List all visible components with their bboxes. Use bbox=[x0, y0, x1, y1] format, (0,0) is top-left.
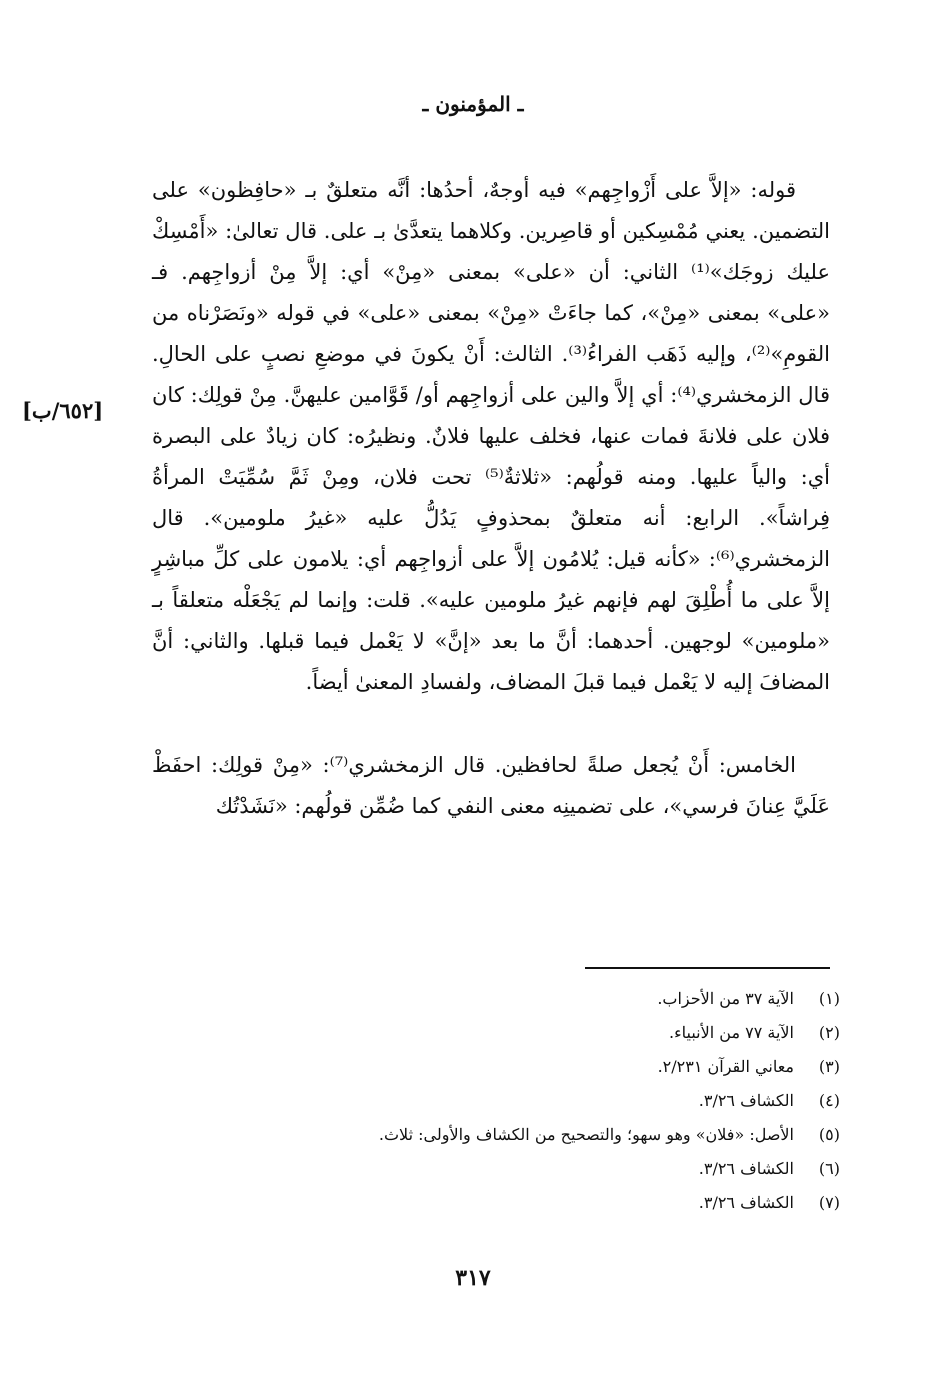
footnote-item bbox=[150, 982, 840, 1016]
footnote-text: الكشاف ٣/٢٦. bbox=[698, 1091, 794, 1110]
paragraph-2: الخامس: أَنْ يُجعل صلةً لحافظين. قال الزمخشري⁽⁷⁾: «مِنْ قولِك: احفَظْ عَلَيَّ عِنانَ فرسي»، على تضمينِه معنى النفي كما ضُمِّن قولُهم: «نَشَدْتُك bbox=[152, 753, 830, 818]
main-text bbox=[152, 170, 830, 827]
footnote-text: الكشاف ٣/٢٦. bbox=[698, 1159, 794, 1178]
footnote-item bbox=[150, 1050, 840, 1084]
footnote-item bbox=[150, 1186, 840, 1220]
footnote-item bbox=[150, 1016, 840, 1050]
footnote-number: (٥) bbox=[818, 1125, 840, 1144]
footnote-number: (٦) bbox=[818, 1159, 840, 1178]
footnote-number: (٤) bbox=[818, 1091, 840, 1110]
footnote-text: الآية ٣٧ من الأحزاب. bbox=[657, 989, 794, 1008]
page-number: ٣١٧ bbox=[455, 1265, 491, 1291]
manuscript-folio-reference: [٦٥٢/ب] bbox=[22, 398, 104, 423]
paragraph-1: قوله: «إلاَّ على أَزْواجِهم» فيه أوجهٌ، أحدُها: أنَّه متعلقٌ بـ «حافِظون» على التضمين. يعني مُمْسِكين أو قاصِرين. وكلاهما يتعدَّىٰ بـ على. قال تعالىٰ: «أَمْسِكْ عليك زوجَك»⁽¹⁾ الثاني: أن «على» بمعنى «مِنْ» أي: إلاَّ مِنْ أزواجِهم. فـ «على» بمعنى «مِنْ»، كما جاءَتْ «مِنْ» بمعنى «على» في قوله «ونَصَرْناه من القومِ»⁽²⁾، وإليه ذَهَب الفراءُ⁽³⁾. الثالث: أَنْ يكونَ في موضعِ نصبٍ على الحالِ. قال الزمخشري⁽⁴⁾: أي إلاَّ والين على أزواجِهم أو/ قَوَّامين عليهنَّ. مِنْ قولِك: كان فلان على فلانةَ فمات عنها، فخلف عليها فلانٌ. ونظيرُه: كان زيادٌ على البصرة أي: والياً عليها. ومنه قولُهم: «ثلاثةٌ⁽⁵⁾ تحت فلان، ومِنْ ثَمَّ سُمِّيَتْ المرأةُ فِراشاً». الرابع: أنه متعلقٌ بمحذوفٍ يَدُلُّ عليه «غيرُ ملومين». قال الزمخشري⁽⁶⁾: «كأنه قيل: يُلامُون إلاَّ على أزواجِهم أي: يلامون على كلِّ مباشِرٍ إلاَّ على ما أُطْلِقَ لهم فإنهم غيرُ ملومين عليه». قلت: وإنما لم يَجْعَلْه متعلقاً بـ «ملومين» لوجهين. أحدهما: أنَّ ما بعد «إنَّ» لا يَعْمل فيما قبلها. والثاني: أنَّ المضافَ إليه لا يَعْمل فيما قبلَ المضاف، ولفسادِ المعنىٰ أيضاً. bbox=[152, 178, 830, 694]
running-header: ـ المؤمنون ـ bbox=[422, 92, 524, 116]
footnote-item bbox=[150, 1118, 840, 1152]
footnote-number: (٢) bbox=[818, 1023, 840, 1042]
footnote-item bbox=[150, 1084, 840, 1118]
footnote-text: الأصل: «فلان» وهو سهو؛ والتصحيح من الكشاف والأولى: ثلاث. bbox=[378, 1125, 794, 1144]
footnote-text: الكشاف ٣/٢٦. bbox=[698, 1193, 794, 1212]
footnote-item bbox=[150, 1152, 840, 1186]
footnotes-list bbox=[150, 982, 840, 1220]
footnote-number: (١) bbox=[818, 989, 840, 1008]
footnote-divider bbox=[585, 967, 830, 969]
footnote-number: (٣) bbox=[818, 1057, 840, 1076]
footnote-text: معاني القرآن ٢/٢٣١. bbox=[657, 1057, 794, 1076]
footnote-number: (٧) bbox=[818, 1193, 840, 1212]
footnote-text: الآية ٧٧ من الأنبياء. bbox=[669, 1023, 794, 1042]
